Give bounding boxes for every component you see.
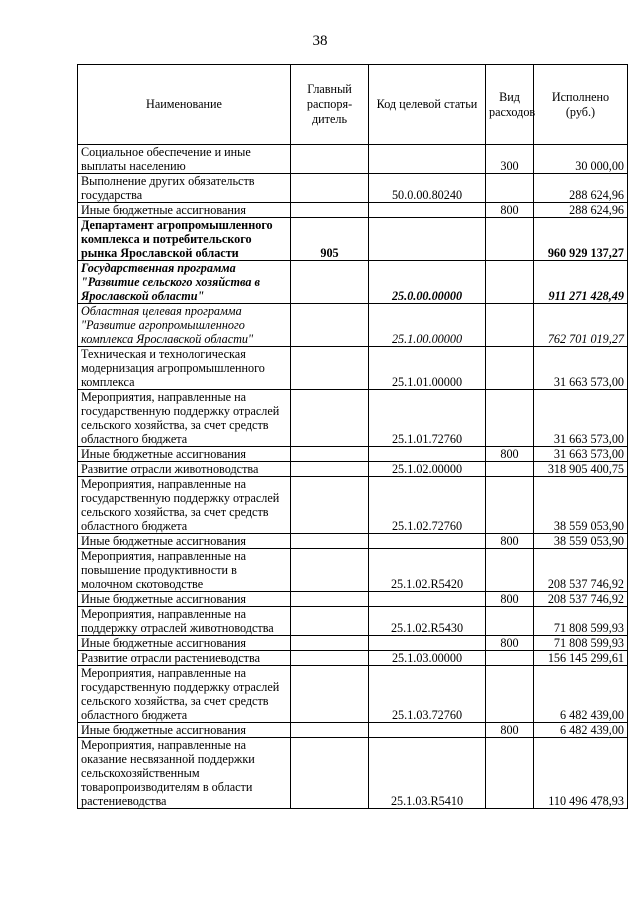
header-name: Наименование	[78, 65, 291, 145]
row-expense-type-cell: 300	[486, 145, 534, 174]
row-expense-type-cell: 800	[486, 203, 534, 218]
table-row	[78, 651, 628, 666]
row-amount-cell: 110 496 478,93	[534, 738, 628, 809]
table-row	[78, 666, 628, 723]
row-manager-cell	[291, 651, 369, 666]
header-manager: Главный распоря-дитель	[291, 65, 369, 145]
table-body	[78, 145, 628, 809]
row-code-cell: 25.1.03.00000	[369, 651, 486, 666]
row-amount-cell: 31 663 573,00	[534, 447, 628, 462]
row-name-cell: Мероприятия, направленные на государственную поддержку отраслей сельского хозяйства, за счет средств областного бюджета	[78, 477, 291, 534]
row-name-cell: Мероприятия, направленные на оказание несвязанной поддержки сельскохозяйственным товаропроизводителям в области растениеводства	[78, 738, 291, 809]
row-amount-cell: 6 482 439,00	[534, 723, 628, 738]
row-name-cell: Развитие отрасли растениеводства	[78, 651, 291, 666]
row-code-cell: 50.0.00.80240	[369, 174, 486, 203]
table-row	[78, 549, 628, 592]
row-amount-cell: 208 537 746,92	[534, 592, 628, 607]
row-amount-cell: 38 559 053,90	[534, 534, 628, 549]
row-manager-cell	[291, 390, 369, 447]
row-name-cell: Мероприятия, направленные на государственную поддержку отраслей сельского хозяйства, за счет средств областного бюджета	[78, 390, 291, 447]
row-amount-cell: 30 000,00	[534, 145, 628, 174]
row-expense-type-cell	[486, 218, 534, 261]
table-row	[78, 592, 628, 607]
row-expense-type-cell	[486, 390, 534, 447]
row-amount-cell: 208 537 746,92	[534, 549, 628, 592]
row-name-cell: Областная целевая программа "Развитие агропромышленного комплекса Ярославской области"	[78, 304, 291, 347]
row-expense-type-cell	[486, 462, 534, 477]
row-expense-type-cell	[486, 651, 534, 666]
row-manager-cell	[291, 203, 369, 218]
row-amount-cell: 911 271 428,49	[534, 261, 628, 304]
row-code-cell: 25.1.00.00000	[369, 304, 486, 347]
row-manager-cell	[291, 534, 369, 549]
row-expense-type-cell	[486, 347, 534, 390]
table-row	[78, 261, 628, 304]
row-name-cell: Иные бюджетные ассигнования	[78, 723, 291, 738]
row-code-cell	[369, 723, 486, 738]
row-code-cell: 25.1.01.00000	[369, 347, 486, 390]
row-code-cell	[369, 636, 486, 651]
table-row	[78, 203, 628, 218]
row-manager-cell	[291, 261, 369, 304]
row-code-cell	[369, 145, 486, 174]
row-code-cell: 25.1.03.R5410	[369, 738, 486, 809]
row-name-cell: Мероприятия, направленные на государственную поддержку отраслей сельского хозяйства, за счет средств областного бюджета	[78, 666, 291, 723]
table-row	[78, 174, 628, 203]
table-row	[78, 218, 628, 261]
header-amount: Исполнено (руб.)	[534, 65, 628, 145]
row-amount-cell: 31 663 573,00	[534, 390, 628, 447]
row-name-cell: Развитие отрасли животноводства	[78, 462, 291, 477]
row-manager-cell	[291, 723, 369, 738]
budget-table	[77, 64, 628, 809]
row-manager-cell	[291, 462, 369, 477]
row-manager-cell	[291, 636, 369, 651]
row-name-cell: Государственная программа "Развитие сельского хозяйства в Ярославской области"	[78, 261, 291, 304]
table-row	[78, 738, 628, 809]
row-code-cell	[369, 592, 486, 607]
row-code-cell: 25.1.03.72760	[369, 666, 486, 723]
row-name-cell: Иные бюджетные ассигнования	[78, 534, 291, 549]
row-code-cell	[369, 203, 486, 218]
row-expense-type-cell: 800	[486, 636, 534, 651]
row-amount-cell: 156 145 299,61	[534, 651, 628, 666]
row-manager-cell	[291, 607, 369, 636]
row-manager-cell: 905	[291, 218, 369, 261]
row-manager-cell	[291, 666, 369, 723]
row-name-cell: Иные бюджетные ассигнования	[78, 203, 291, 218]
row-amount-cell: 71 808 599,93	[534, 607, 628, 636]
header-expense-type: Вид расходов	[486, 65, 534, 145]
table-row	[78, 636, 628, 651]
row-name-cell: Департамент агропромышленного комплекса и потребительского рынка Ярославской области	[78, 218, 291, 261]
row-expense-type-cell	[486, 666, 534, 723]
row-name-cell: Иные бюджетные ассигнования	[78, 636, 291, 651]
row-amount-cell: 71 808 599,93	[534, 636, 628, 651]
row-expense-type-cell	[486, 549, 534, 592]
row-name-cell: Мероприятия, направленные на поддержку отраслей животноводства	[78, 607, 291, 636]
row-name-cell: Социальное обеспечение и иные выплаты населению	[78, 145, 291, 174]
row-code-cell: 25.1.02.R5420	[369, 549, 486, 592]
row-name-cell: Мероприятия, направленные на повышение продуктивности в молочном скотоводстве	[78, 549, 291, 592]
table-row	[78, 145, 628, 174]
row-expense-type-cell	[486, 304, 534, 347]
row-name-cell: Техническая и технологическая модернизация агропромышленного комплекса	[78, 347, 291, 390]
table-row	[78, 723, 628, 738]
row-expense-type-cell: 800	[486, 723, 534, 738]
row-amount-cell: 318 905 400,75	[534, 462, 628, 477]
row-amount-cell: 31 663 573,00	[534, 347, 628, 390]
row-expense-type-cell: 800	[486, 534, 534, 549]
row-name-cell: Иные бюджетные ассигнования	[78, 592, 291, 607]
row-manager-cell	[291, 549, 369, 592]
row-expense-type-cell	[486, 738, 534, 809]
row-manager-cell	[291, 477, 369, 534]
table-row	[78, 607, 628, 636]
row-code-cell	[369, 218, 486, 261]
table-row	[78, 447, 628, 462]
row-amount-cell: 762 701 019,27	[534, 304, 628, 347]
table-row	[78, 390, 628, 447]
row-amount-cell: 288 624,96	[534, 203, 628, 218]
table-row	[78, 534, 628, 549]
row-code-cell: 25.0.00.00000	[369, 261, 486, 304]
row-expense-type-cell	[486, 174, 534, 203]
row-expense-type-cell	[486, 607, 534, 636]
row-expense-type-cell	[486, 261, 534, 304]
row-code-cell	[369, 447, 486, 462]
row-manager-cell	[291, 347, 369, 390]
row-code-cell: 25.1.02.00000	[369, 462, 486, 477]
row-expense-type-cell: 800	[486, 447, 534, 462]
row-name-cell: Выполнение других обязательств государства	[78, 174, 291, 203]
row-code-cell: 25.1.02.72760	[369, 477, 486, 534]
row-manager-cell	[291, 145, 369, 174]
row-name-cell: Иные бюджетные ассигнования	[78, 447, 291, 462]
table-row	[78, 462, 628, 477]
row-manager-cell	[291, 738, 369, 809]
row-manager-cell	[291, 592, 369, 607]
row-code-cell: 25.1.02.R5430	[369, 607, 486, 636]
row-amount-cell: 288 624,96	[534, 174, 628, 203]
row-manager-cell	[291, 447, 369, 462]
row-manager-cell	[291, 174, 369, 203]
table-row	[78, 477, 628, 534]
table-row	[78, 347, 628, 390]
table-row	[78, 304, 628, 347]
row-amount-cell: 960 929 137,27	[534, 218, 628, 261]
row-code-cell	[369, 534, 486, 549]
table-header	[78, 65, 628, 145]
row-code-cell: 25.1.01.72760	[369, 390, 486, 447]
row-manager-cell	[291, 304, 369, 347]
row-expense-type-cell	[486, 477, 534, 534]
row-amount-cell: 38 559 053,90	[534, 477, 628, 534]
header-code: Код целевой статьи	[369, 65, 486, 145]
page-number: 38	[312, 33, 328, 49]
row-amount-cell: 6 482 439,00	[534, 666, 628, 723]
row-expense-type-cell: 800	[486, 592, 534, 607]
